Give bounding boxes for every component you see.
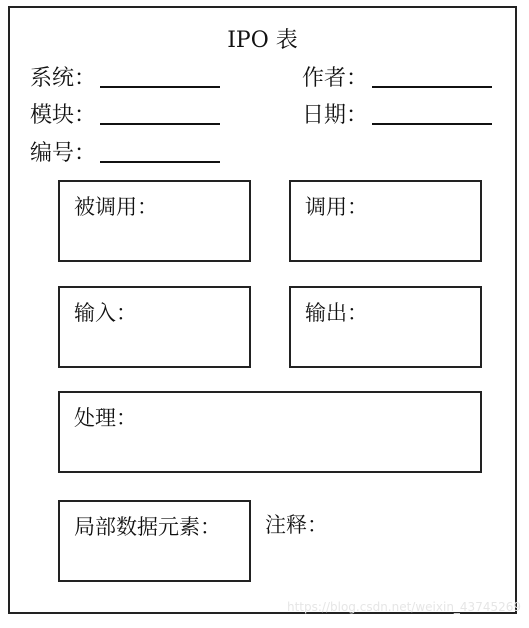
input-box[interactable] [58, 286, 251, 368]
called-by-label: 被调用： [74, 195, 158, 219]
processing-box[interactable] [58, 391, 482, 473]
processing-label: 处理： [74, 406, 137, 430]
local-data-box[interactable] [58, 500, 251, 582]
module-field [30, 101, 220, 129]
module-label: 模块： [30, 103, 97, 128]
author-field [302, 64, 492, 92]
number-field [30, 139, 220, 167]
date-blank-line[interactable] [372, 123, 492, 125]
called-by-box[interactable] [58, 180, 251, 262]
ipo-form-frame [8, 6, 517, 614]
module-blank-line[interactable] [100, 123, 220, 125]
author-label: 作者： [302, 66, 369, 91]
number-label: 编号： [30, 141, 97, 166]
system-field [30, 64, 220, 92]
output-box[interactable] [289, 286, 482, 368]
number-blank-line[interactable] [100, 161, 220, 163]
date-label: 日期： [302, 103, 369, 128]
watermark-text: https://blog.csdn.net/weixin_43745269 [286, 600, 521, 614]
calls-label: 调用： [305, 195, 368, 219]
input-label: 输入： [74, 301, 137, 325]
author-blank-line[interactable] [372, 86, 492, 88]
date-field [302, 101, 492, 129]
notes-label: 注释： [265, 513, 328, 537]
form-title: IPO 表 [227, 28, 298, 53]
system-blank-line[interactable] [100, 86, 220, 88]
calls-box[interactable] [289, 180, 482, 262]
system-label: 系统： [30, 66, 97, 91]
output-label: 输出： [305, 301, 368, 325]
local-data-label: 局部数据元素： [74, 515, 221, 539]
